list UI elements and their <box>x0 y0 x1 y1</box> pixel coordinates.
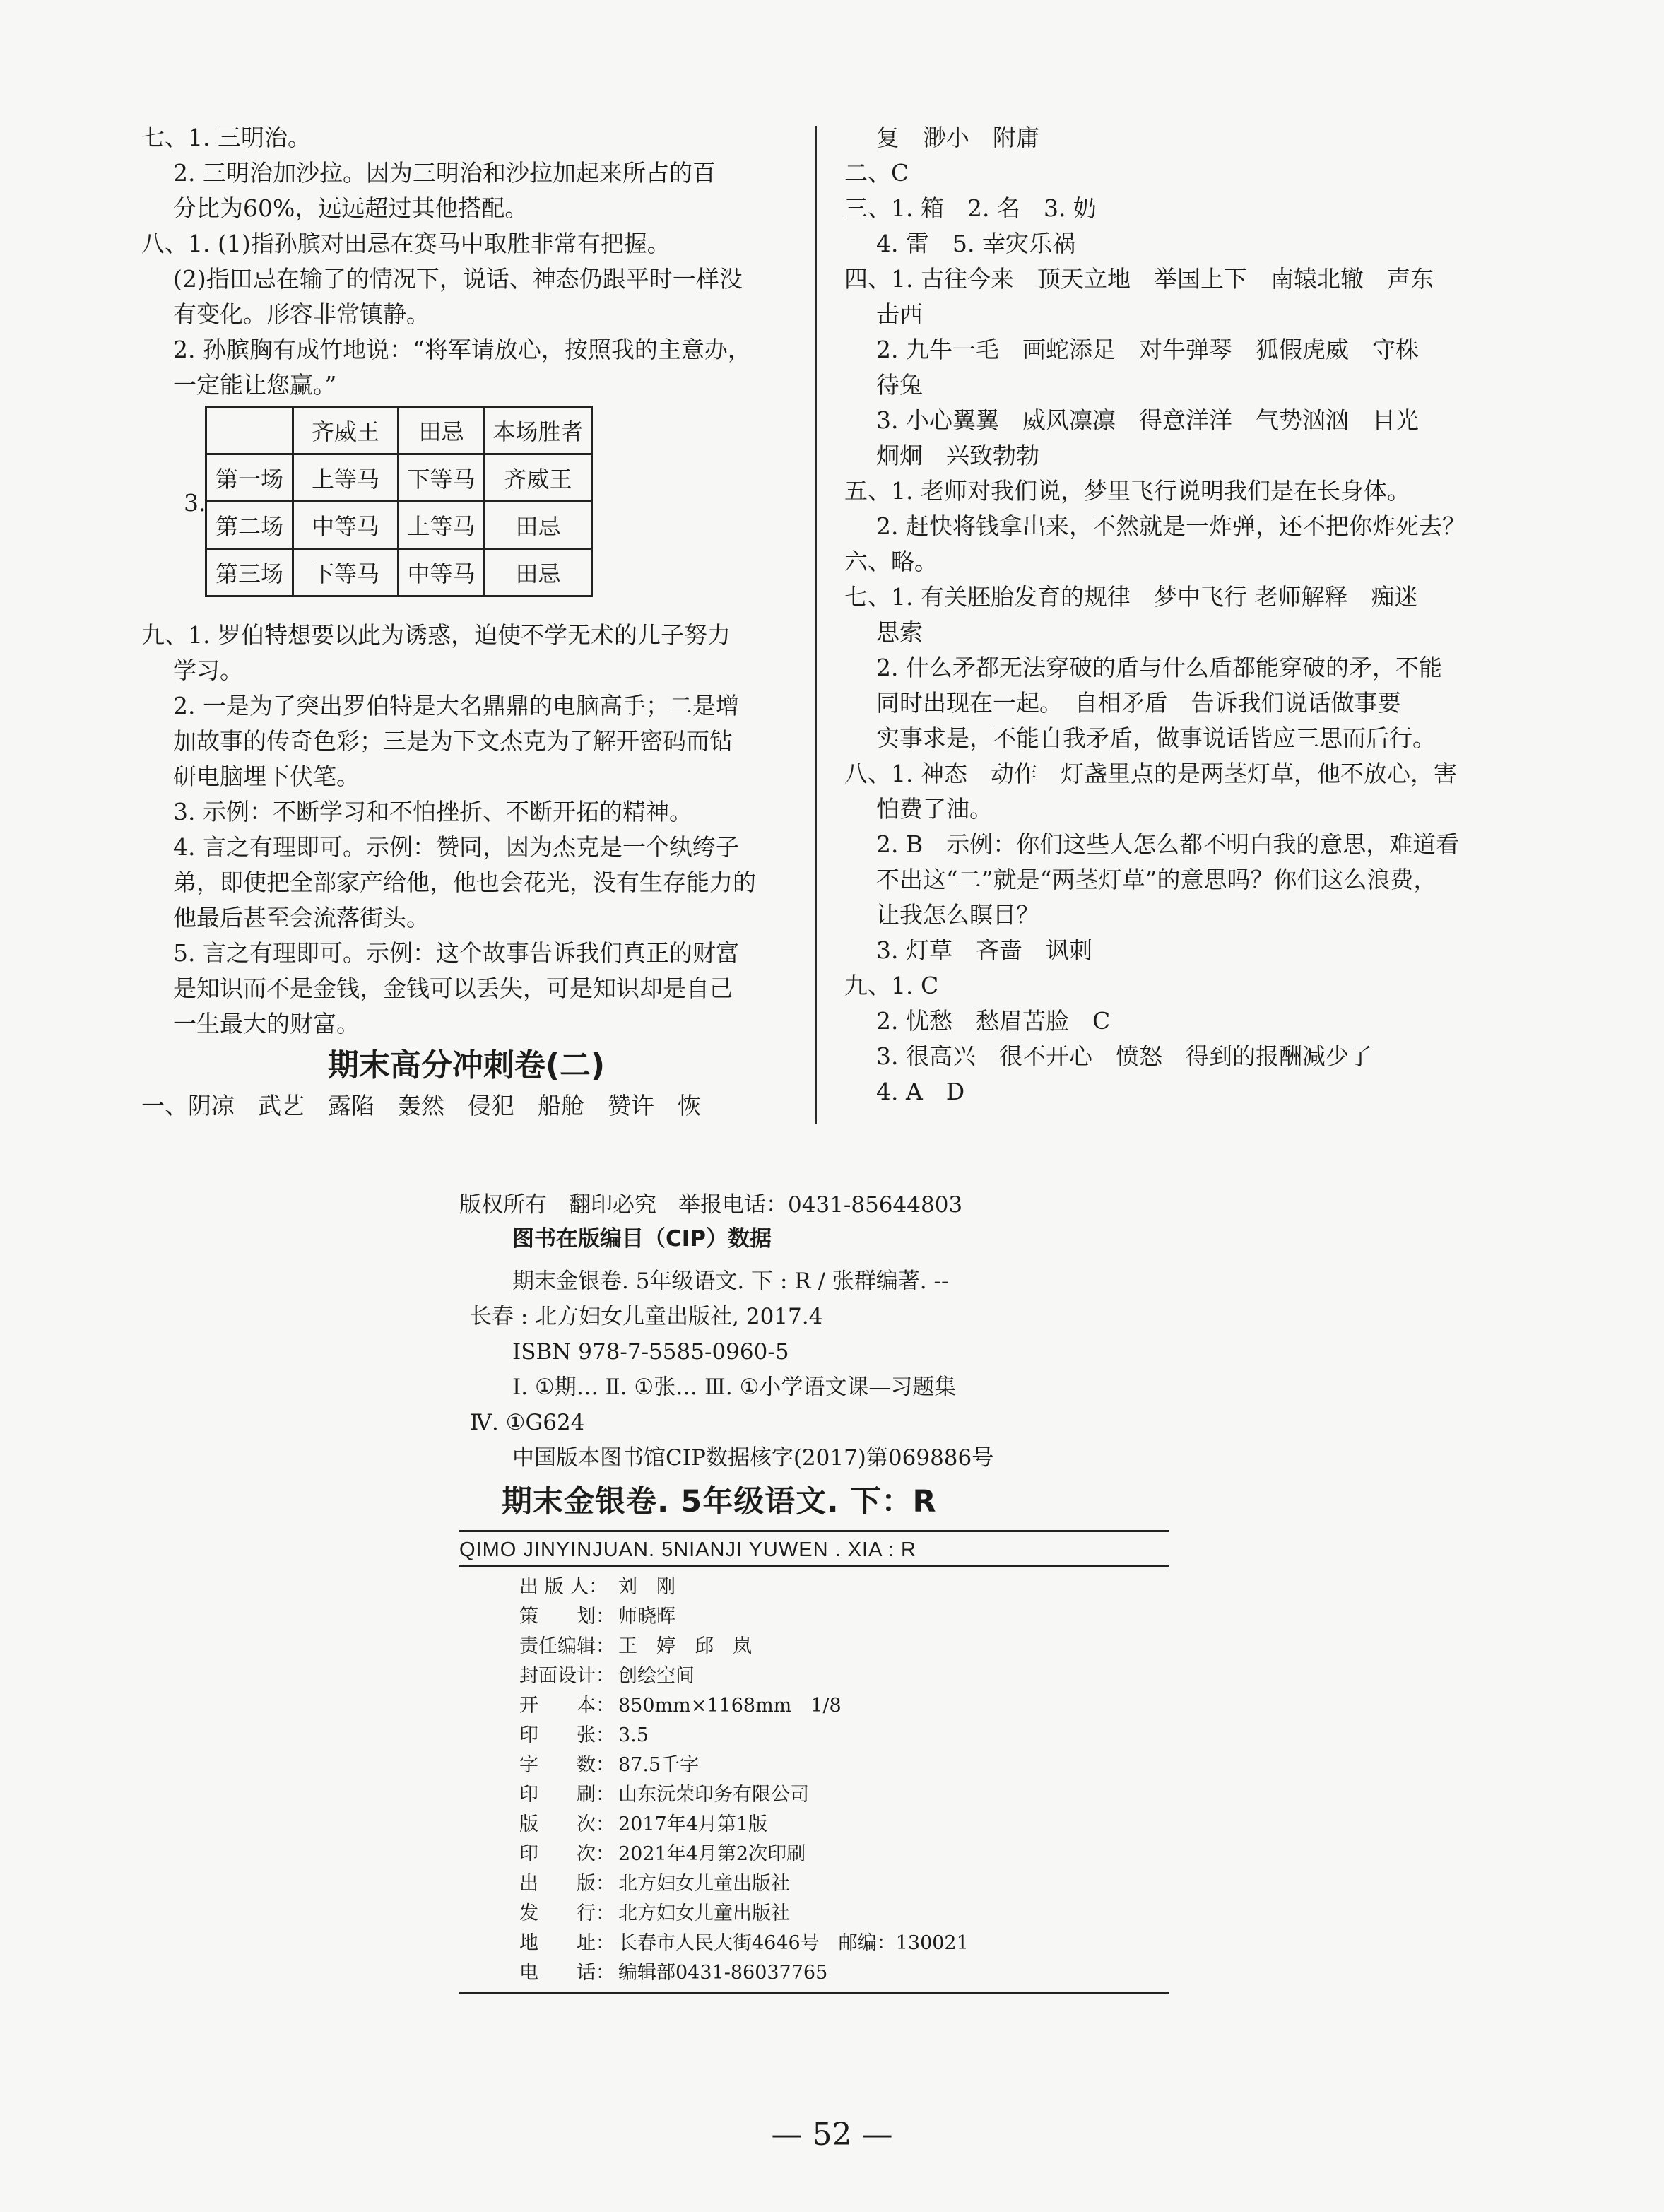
title-rule <box>459 1530 1169 1532</box>
answer-line: 七、1. 三明治。 <box>141 124 311 151</box>
answer-line: 一生最大的财富。 <box>173 1010 360 1037</box>
answer-line: 2. 九牛一毛 画蛇添足 对牛弹琴 狐假虎威 守株 <box>876 336 1419 363</box>
credit-label: 版 次： <box>519 1813 615 1835</box>
book-title: 期末金银卷. 5年级语文. 下：R <box>502 1484 937 1519</box>
answer-line: 二、C <box>844 159 909 187</box>
credit-label: 印 刷： <box>519 1784 615 1806</box>
table-cell: 中等马 <box>293 502 399 549</box>
credit-label: 责任编辑： <box>519 1635 615 1657</box>
answer-line: 六、略。 <box>844 548 938 575</box>
left-column <box>141 120 791 1124</box>
credits-bottom-rule <box>459 1992 1169 1994</box>
credit-row <box>519 1869 969 1899</box>
table-header-row <box>206 407 592 454</box>
credit-label: 印 次： <box>519 1843 615 1865</box>
horse-race-table-block <box>141 406 791 611</box>
cip-line: 中国版本图书馆CIP数据核字(2017)第069886号 <box>512 1445 994 1471</box>
answer-line: 怕费了油。 <box>876 795 993 823</box>
credit-value: 编辑部0431-86037765 <box>618 1962 828 1984</box>
table-cell: 田忌 <box>399 407 485 454</box>
credit-value: 王 婷 邱 岚 <box>618 1635 752 1657</box>
credit-row <box>519 1572 969 1602</box>
table-cell: 第三场 <box>206 549 293 596</box>
answer-line: 学习。 <box>173 657 243 684</box>
answer-line: 研电脑埋下伏笔。 <box>173 763 360 790</box>
cip-line: 长春 : 北方妇女儿童出版社, 2017.4 <box>470 1304 823 1329</box>
answer-line: 炯炯 兴致勃勃 <box>876 442 1039 469</box>
credit-row <box>519 1751 969 1780</box>
answer-block-left-bottom <box>141 618 791 1042</box>
answer-block-right <box>844 120 1494 1110</box>
answer-line: 七、1. 有关胚胎发育的规律 梦中飞行 老师解释 痴迷 <box>844 583 1418 611</box>
credit-value: 北方妇女儿童出版社 <box>618 1902 790 1924</box>
credit-label: 字 数： <box>519 1754 615 1776</box>
answer-line: 是知识而不是金钱，金钱可以丢失，可是知识却是自己 <box>173 975 733 1002</box>
answer-line: 5. 言之有理即可。示例：这个故事告诉我们真正的财富 <box>173 939 739 967</box>
table-cell: 田忌 <box>485 549 592 596</box>
answer-line: 加故事的传奇色彩；三是为下文杰克为了解开密码而钻 <box>173 727 733 755</box>
answer-line: 击西 <box>876 300 923 328</box>
table-cell: 齐威王 <box>485 454 592 502</box>
credit-value: 北方妇女儿童出版社 <box>618 1873 790 1895</box>
credit-value: 850mm×1168mm 1/8 <box>618 1695 842 1717</box>
answer-block-left-top <box>141 120 791 403</box>
answer-line: 一、阴凉 武艺 露陷 轰然 侵犯 船舱 赞许 恢 <box>141 1092 701 1119</box>
credit-value: 87.5千字 <box>618 1754 700 1776</box>
credit-value: 2017年4月第1版 <box>618 1813 768 1835</box>
answer-line: 一定能让您赢。” <box>173 371 337 399</box>
credit-value: 长春市人民大街4646号 邮编：130021 <box>618 1932 969 1954</box>
credit-label: 策 划： <box>519 1606 615 1628</box>
answer-line: 让我怎么瞑目？ <box>876 901 1039 929</box>
answer-line: 分比为60%，远远超过其他搭配。 <box>173 194 529 222</box>
answer-line: 2. 三明治加沙拉。因为三明治和沙拉加起来所占的百 <box>173 159 716 187</box>
answer-line: 五、1. 老师对我们说，梦里飞行说明我们是在长身体。 <box>844 477 1410 505</box>
credit-row <box>519 1840 969 1869</box>
credit-label: 出 版： <box>519 1873 615 1895</box>
credit-label: 地 址： <box>519 1932 615 1954</box>
answer-line: 复 渺小 附庸 <box>876 124 1039 151</box>
answer-line: 九、1. C <box>844 972 939 999</box>
answer-line: 他最后甚至会流落街头。 <box>173 904 430 931</box>
credit-label: 电 话： <box>519 1962 615 1984</box>
table-cell: 上等马 <box>293 454 399 502</box>
table-cell <box>206 407 293 454</box>
answer-line: 弟，即使把全部家产给他，他也会花光，没有生存能力的 <box>173 869 756 896</box>
credit-label: 发 行： <box>519 1902 615 1924</box>
cip-line: Ⅳ. ①G624 <box>470 1410 585 1435</box>
credits-list <box>519 1572 969 1988</box>
credit-value: 2021年4月第2次印刷 <box>618 1843 806 1865</box>
credit-value: 师晓晖 <box>618 1606 675 1628</box>
table-cell: 齐威王 <box>293 407 399 454</box>
horse-race-table <box>205 406 593 597</box>
answer-line: 八、1. (1)指孙膑对田忌在赛马中取胜非常有把握。 <box>141 230 671 257</box>
answer-line: 3. 小心翼翼 威风凛凛 得意洋洋 气势汹汹 目光 <box>876 406 1419 434</box>
answer-line: 同时出现在一起。 自相矛盾 告诉我们说话做事要 <box>876 689 1401 717</box>
answer-block-left-section2 <box>141 1088 791 1124</box>
table-cell: 中等马 <box>399 549 485 596</box>
credit-value: 刘 刚 <box>618 1576 675 1598</box>
credit-row <box>519 1958 969 1988</box>
credit-value: 创绘空间 <box>618 1665 695 1687</box>
answer-line: 八、1. 神态 动作 灯盏里点的是两茎灯草，他不放心，害 <box>844 760 1457 787</box>
column-divider <box>815 126 817 1124</box>
credit-row <box>519 1929 969 1958</box>
answer-line: 4. A D <box>876 1078 965 1105</box>
answer-line: 2. 忧愁 愁眉苦脸 C <box>876 1007 1111 1035</box>
answer-line: 2. B 示例：你们这些人怎么都不明白我的意思，难道看 <box>876 830 1460 858</box>
credit-value: 3.5 <box>618 1724 649 1746</box>
table-cell: 第二场 <box>206 502 293 549</box>
answer-line: 有变化。形容非常镇静。 <box>173 300 430 328</box>
cip-line: Ⅰ. ①期… Ⅱ. ①张… Ⅲ. ①小学语文课—习题集 <box>512 1375 957 1400</box>
copyright-line: 版权所有 翻印必究 举报电话：0431-85644803 <box>459 1192 963 1218</box>
credit-label: 出 版 人： <box>519 1576 608 1598</box>
page-number: — 52 — <box>771 2117 893 2153</box>
credit-row <box>519 1661 969 1691</box>
answer-line: 3. 示例：不断学习和不怕挫折、不断开拓的精神。 <box>173 798 692 825</box>
credit-label: 开 本： <box>519 1695 615 1717</box>
credit-row <box>519 1721 969 1751</box>
credit-row <box>519 1602 969 1632</box>
table-cell: 下等马 <box>399 454 485 502</box>
right-column <box>844 120 1494 1110</box>
answer-line: 2. 一是为了突出罗伯特是大名鼎鼎的电脑高手；二是增 <box>173 692 739 719</box>
answer-line: 四、1. 古往今来 顶天立地 举国上下 南辕北辙 声东 <box>844 265 1434 293</box>
table-row <box>206 454 592 502</box>
answer-line: 待兔 <box>876 371 923 399</box>
answer-line: 三、1. 箱 2. 名 3. 奶 <box>844 194 1097 222</box>
answer-line: 2. 孙膑胸有成竹地说：“将军请放心，按照我的主意办， <box>173 336 751 363</box>
credit-row <box>519 1632 969 1661</box>
credit-row <box>519 1810 969 1840</box>
answer-line: 4. 言之有理即可。示例：赞同，因为杰克是一个纨绔子 <box>173 833 739 861</box>
table-cell: 第一场 <box>206 454 293 502</box>
answer-line: 2. 赶快将钱拿出来，不然就是一炸弹，还不把你炸死去？ <box>876 512 1465 540</box>
answer-line: 3. 灯草 吝啬 讽刺 <box>876 936 1092 964</box>
cip-line: 期末金银卷. 5年级语文. 下 : R / 张群编著. -- <box>512 1269 949 1294</box>
answer-line: 3. 很高兴 很不开心 愤怒 得到的报酬减少了 <box>876 1042 1372 1070</box>
table-cell: 上等马 <box>399 502 485 549</box>
table-cell: 下等马 <box>293 549 399 596</box>
answer-line: 2. 什么矛都无法穿破的盾与什么盾都能穿破的矛，不能 <box>876 654 1442 681</box>
table-item-number: 3. <box>184 489 206 517</box>
table-row <box>206 549 592 596</box>
credit-row <box>519 1780 969 1810</box>
credit-label: 封面设计： <box>519 1665 615 1687</box>
table-row <box>206 502 592 549</box>
cip-heading: 图书在版编目（CIP）数据 <box>512 1226 772 1252</box>
answer-line: (2)指田忌在输了的情况下，说话、神态仍跟平时一样没 <box>173 265 743 293</box>
answer-line: 实事求是，不能自我矛盾，做事说话皆应三思而后行。 <box>876 724 1436 752</box>
answer-line: 4. 雷 5. 幸灾乐祸 <box>876 230 1075 257</box>
cip-line: ISBN 978-7-5585-0960-5 <box>512 1339 789 1365</box>
table-cell: 田忌 <box>485 502 592 549</box>
section-title: 期末高分冲刺卷(二) <box>327 1047 606 1083</box>
table-cell: 本场胜者 <box>485 407 592 454</box>
answer-line: 九、1. 罗伯特想要以此为诱惑，迫使不学无术的儿子努力 <box>141 621 731 649</box>
credit-value: 山东沅荣印务有限公司 <box>618 1784 809 1806</box>
credit-row <box>519 1691 969 1721</box>
answer-line: 思索 <box>876 618 923 646</box>
credit-row <box>519 1899 969 1929</box>
book-title-pinyin: QIMO JINYINJUAN. 5NIANJI YUWEN . XIA : R <box>459 1539 916 1561</box>
pinyin-rule <box>459 1565 1169 1567</box>
answer-line: 不出这“二”就是“两茎灯草”的意思吗？你们这么浪费， <box>876 866 1437 893</box>
credit-label: 印 张： <box>519 1724 615 1746</box>
